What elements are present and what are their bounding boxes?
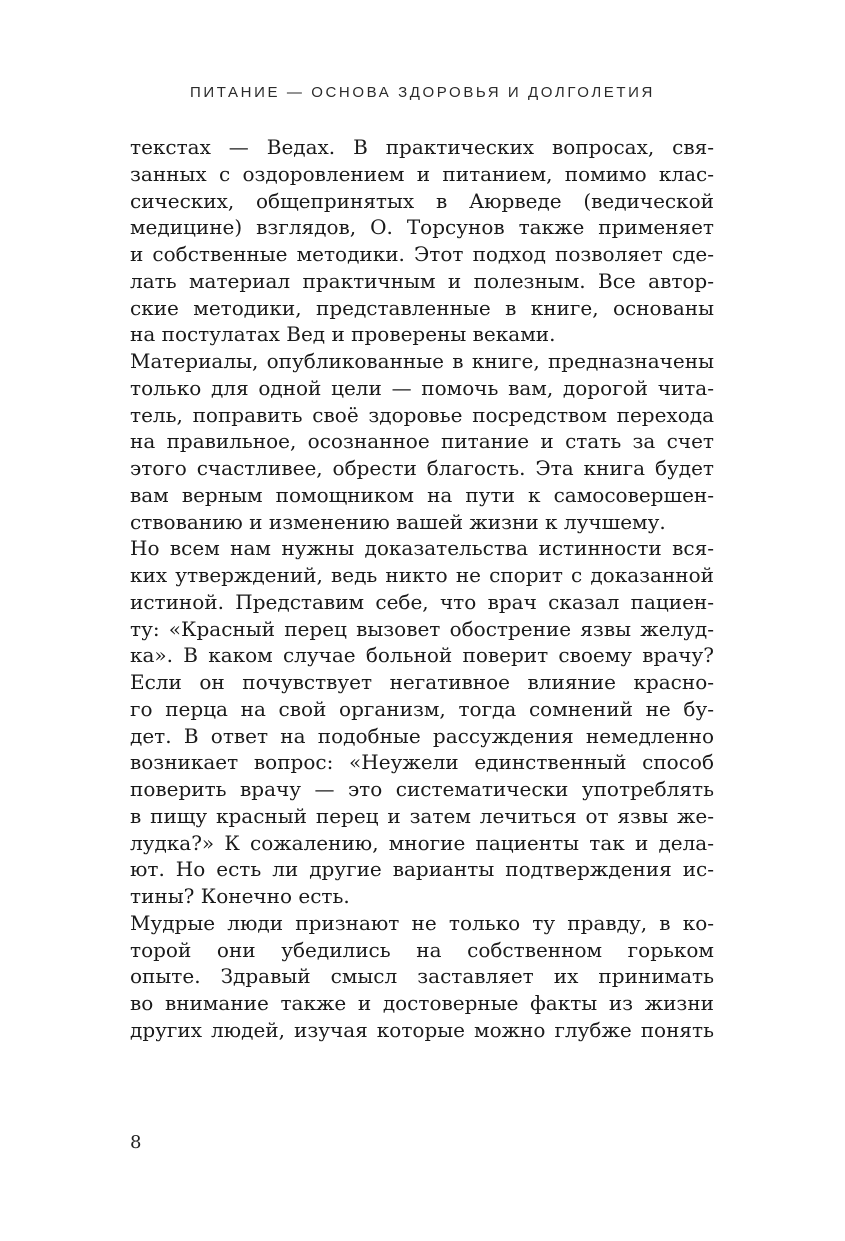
text-line: ка». В каком случае больной поверит своему врачу? (130, 643, 714, 668)
running-header: ПИТАНИЕ — ОСНОВА ЗДОРОВЬЯ И ДОЛГОЛЕТИЯ (190, 84, 655, 101)
text-line: го перца на свой организм, тогда сомнений не бу- (130, 696, 714, 721)
text-line: медицине) взглядов, О. Торсунов также применяет (130, 215, 714, 240)
text-line: Но всем нам нужны доказательства истинности вся- (130, 536, 714, 561)
text-line: во внимание также и достоверные факты из жизни (130, 991, 714, 1015)
text-line: занных с оздоровлением и питанием, помимо клас- (130, 161, 714, 186)
text-line: в пищу красный перец и затем лечиться от язвы же- (130, 803, 714, 828)
text-line: тины? Конечно есть. (130, 884, 350, 908)
body-text (130, 134, 714, 1044)
text-line: возникает вопрос: «Неужели единственный способ (130, 750, 714, 775)
text-line: торой они убедились на собственном горьком (130, 937, 714, 962)
text-line: и собственные методики. Этот подход позволяет сде- (130, 242, 714, 266)
text-line: сических, общепринятых в Аюрведе (ведической (130, 188, 714, 213)
paragraph (130, 535, 714, 910)
text-line: только для одной цели — помочь вам, дорогой чита- (130, 375, 714, 400)
paragraph (130, 910, 714, 1044)
text-line: тель, поправить своё здоровье посредством перехода (130, 402, 714, 427)
text-line: Материалы, опубликованные в книге, предназначены (130, 349, 714, 373)
page-number: 8 (130, 1132, 142, 1153)
text-line: лудка?» К сожалению, многие пациенты так и дела- (130, 830, 714, 855)
text-line: ют. Но есть ли другие варианты подтверждения ис- (130, 857, 714, 882)
text-line: ких утверждений, ведь никто не спорит с доказанной (130, 563, 714, 587)
text-line: лать материал практичным и полезным. Все автор- (130, 268, 714, 293)
text-line: истиной. Представим себе, что врач сказал пациен- (130, 589, 714, 614)
text-line: ствованию и изменению вашей жизни к лучшему. (130, 509, 666, 534)
paragraph (130, 348, 714, 535)
text-line: ту: «Красный перец вызовет обострение язвы желуд- (130, 616, 714, 641)
text-line: поверить врачу — это систематически употреблять (130, 777, 714, 801)
text-line: на постулатах Вед и проверены веками. (130, 322, 556, 347)
text-line: других людей, изучая которые можно глубже понять (130, 1017, 714, 1042)
paragraph (130, 134, 714, 348)
text-line: Мудрые люди признают не только ту правду, в ко- (130, 910, 714, 935)
text-line: текстах — Ведах. В практических вопросах, свя- (130, 135, 714, 159)
text-line: Если он почувствует негативное влияние красно- (130, 670, 714, 694)
text-line: дет. В ответ на подобные рассуждения немедленно (130, 723, 714, 748)
text-line: ские методики, представленные в книге, основаны (130, 295, 714, 320)
text-line: вам верным помощником на пути к самосовершен- (130, 482, 714, 507)
text-line: этого счастливее, обрести благость. Эта книга будет (130, 456, 714, 480)
text-line: на правильное, осознанное питание и стать за счет (130, 429, 714, 454)
text-line: опыте. Здравый смысл заставляет их принимать (130, 964, 714, 989)
